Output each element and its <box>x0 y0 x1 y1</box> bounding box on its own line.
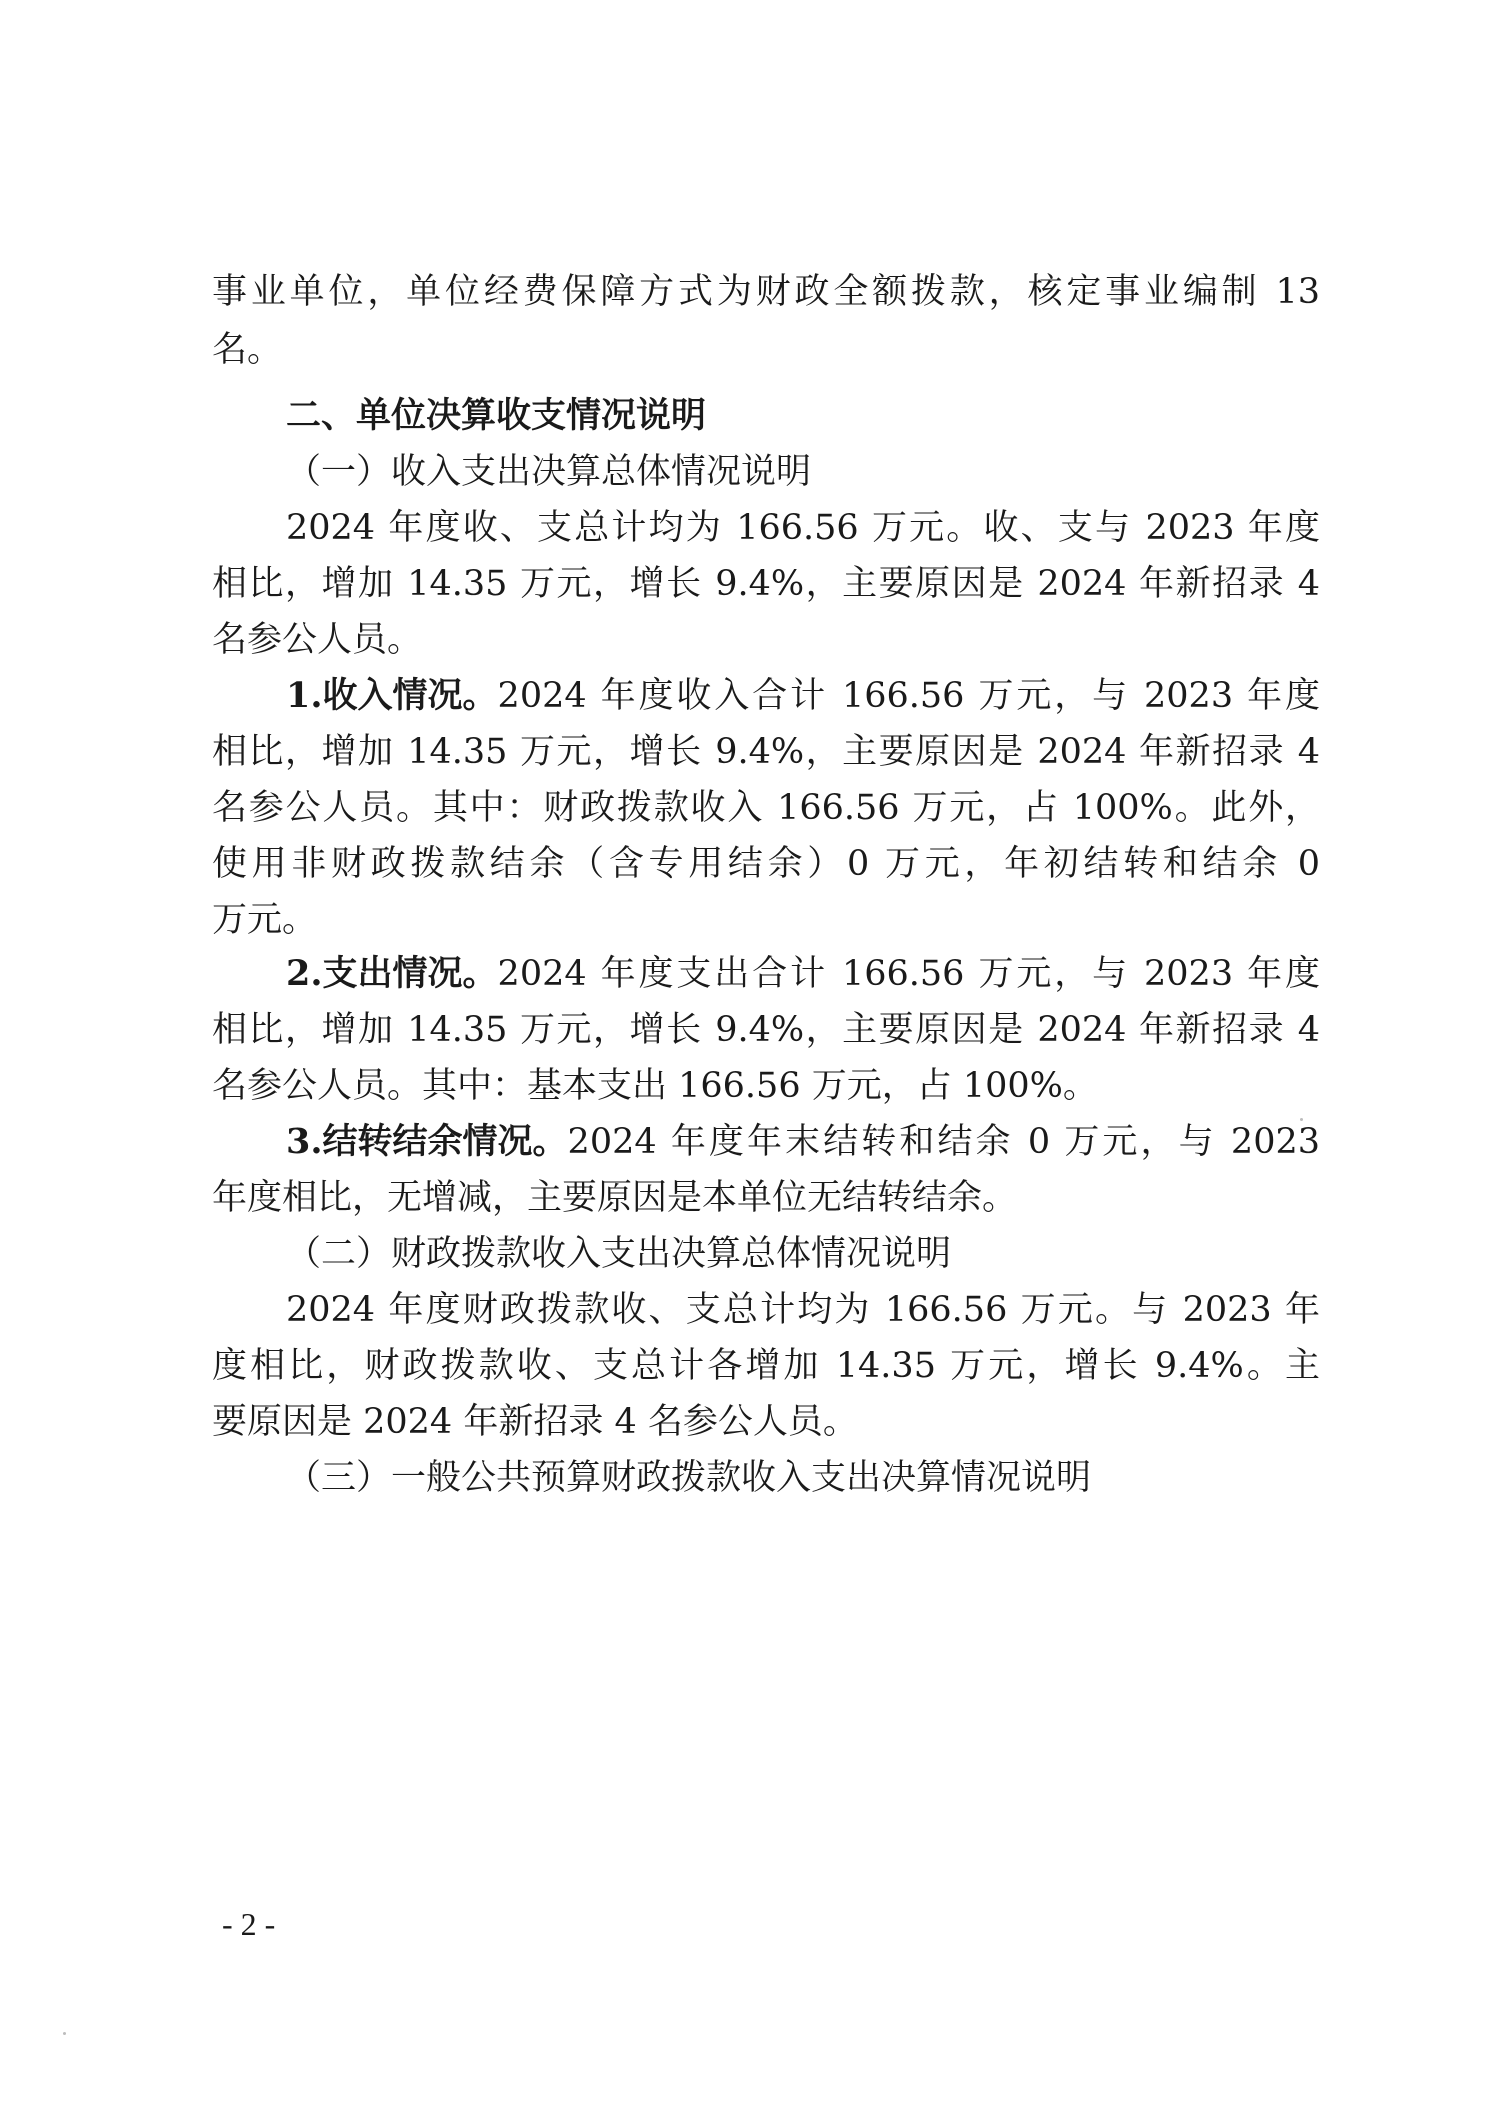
paragraph-first-line <box>286 674 1320 718</box>
paragraph-line: 相比，增加 14.35 万元，增长 9.4%，主要原因是 2024 年新招录 4 <box>212 1010 1320 1050</box>
paragraph-line: 2024 年度年末结转和结余 0 万元，与 2023 <box>567 1122 1320 1162</box>
paragraph-line: 年度相比，无增减，主要原因是本单位无结转结余。 <box>212 1178 1018 1218</box>
paragraph-line: 名。 <box>212 330 283 370</box>
scan-speck <box>63 2032 66 2035</box>
paragraph-line: 使用非财政拨款结余（含专用结余）0 万元，年初结转和结余 0 <box>212 844 1320 884</box>
paragraph-line: 2024 年度财政拨款收、支总计均为 166.56 万元。与 2023 年 <box>286 1290 1320 1330</box>
paragraph-line: 名参公人员。其中：基本支出 166.56 万元，占 100%。 <box>212 1066 1098 1106</box>
paragraph-line: 2024 年度支出合计 166.56 万元，与 2023 年度 <box>497 954 1320 994</box>
income-label: 1.收入情况。 <box>286 675 498 716</box>
expenditure-label: 2.支出情况。 <box>286 953 498 994</box>
paragraph-line: 万元。 <box>212 900 318 940</box>
carryover-label: 3.结转结余情况。 <box>286 1121 568 1162</box>
paragraph-line: 相比，增加 14.35 万元，增长 9.4%，主要原因是 2024 年新招录 4 <box>212 564 1320 604</box>
paragraph-line: 度相比，财政拨款收、支总计各增加 14.35 万元，增长 9.4%。主 <box>212 1346 1320 1386</box>
paragraph-line: 2024 年度收、支总计均为 166.56 万元。收、支与 2023 年度 <box>286 508 1320 548</box>
paragraph-line: 相比，增加 14.35 万元，增长 9.4%，主要原因是 2024 年新招录 4 <box>212 732 1320 772</box>
paragraph-line: 2024 年度收入合计 166.56 万元，与 2023 年度 <box>497 676 1320 716</box>
paragraph-first-line <box>286 952 1320 996</box>
paragraph-line: 要原因是 2024 年新招录 4 名参公人员。 <box>212 1402 858 1442</box>
paragraph-first-line <box>286 1120 1320 1164</box>
paragraph-line: 名参公人员。 <box>212 620 423 660</box>
paragraph-line: 事业单位，单位经费保障方式为财政全额拨款，核定事业编制 13 <box>212 272 1320 312</box>
subsection-heading: （一）收入支出决算总体情况说明 <box>286 452 812 492</box>
paragraph-line: 名参公人员。其中：财政拨款收入 166.56 万元，占 100%。此外， <box>212 788 1320 828</box>
section-heading: 二、单位决算收支情况说明 <box>286 396 707 436</box>
page-number: - 2 - <box>222 1906 276 1942</box>
scan-speck <box>1300 1118 1303 1121</box>
subsection-heading: （三）一般公共预算财政拨款收入支出决算情况说明 <box>286 1458 1092 1498</box>
subsection-heading: （二）财政拨款收入支出决算总体情况说明 <box>286 1234 952 1274</box>
